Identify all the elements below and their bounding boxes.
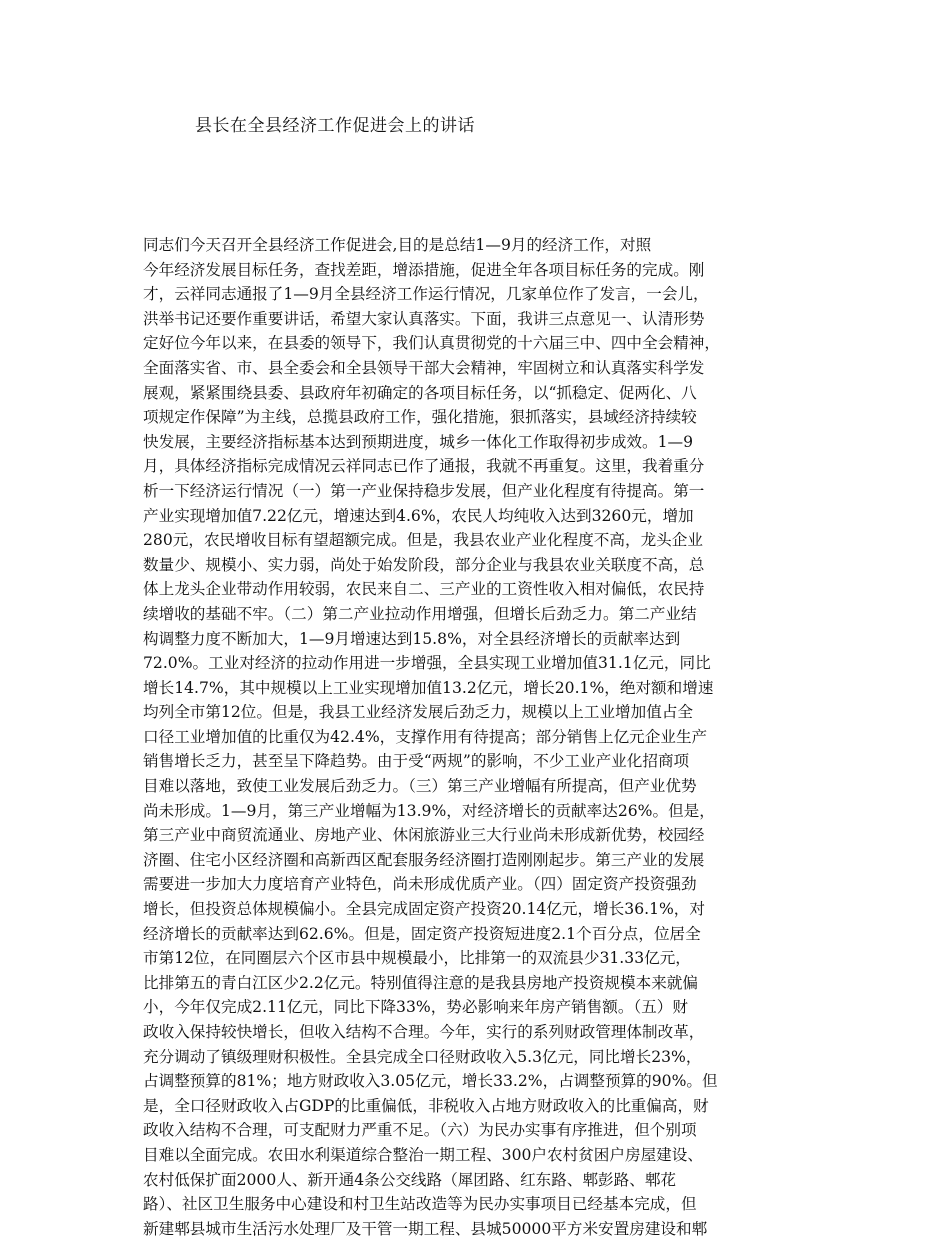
body-line: 需要进一步加大力度培育产业特色，尚未形成优质产业。（四）固定资产投资强劲: [143, 875, 697, 894]
body-line: 今年经济发展目标任务，查找差距，增添措施，促进全年各项目标任务的完成。刚: [143, 260, 705, 279]
body-line: 农村低保扩面2000人、新开通4条公交线路（犀团路、红东路、郫彭路、郫花: [143, 1170, 677, 1189]
body-line: 政收入结构不合理，可支配财力严重不足。（六）为民办实事有序推进，但个别项: [143, 1121, 697, 1140]
body-line: 目难以全面完成。农田水利渠道综合整治一期工程、300户农村贫困户房屋建设、: [143, 1145, 703, 1164]
body-line: 续增收的基础不牢。（二）第二产业拉动作用增强，但增长后劲乏力。第二产业结: [143, 604, 697, 623]
body-line: 增长14.7%，其中规模以上工业实现增加值13.2亿元，增长20.1%，绝对额和增速: [143, 678, 714, 697]
body-line: 数量少、规模小、实力弱，尚处于始发阶段，部分企业与我县农业关联度不高，总: [143, 555, 705, 574]
body-line: 全面落实省、市、县全委会和全县领导干部大会精神，牢固树立和认真落实科学发: [143, 358, 705, 377]
body-line: 新建郫县城市生活污水处理厂及干管一期工程、县城50000平方米安置房建设和郫: [143, 1219, 708, 1238]
body-line: 济圈、住宅小区经济圈和高新西区配套服务经济圈打造刚刚起步。第三产业的发展: [143, 850, 705, 869]
body-line: 是，全口径财政收入占GDP的比重偏低，非税收入占地方财政收入的比重偏高，财: [143, 1096, 709, 1115]
body-line: 洪举书记还要作重要讲话，希望大家认真落实。下面，我讲三点意见一、认清形势: [143, 309, 705, 328]
body-line: 充分调动了镇级理财积极性。全县完成全口径财政收入5.3亿元，同比增长23%，: [143, 1047, 702, 1066]
document-title: 县长在全县经济工作促进会上的讲话: [195, 116, 475, 136]
body-line: 同志们今天召开全县经济工作促进会,目的是总结1—9月的经济工作，对照: [143, 236, 652, 254]
body-line: 均列全市第12位。但是，我县工业经济发展后劲乏力，规模以上工业增加值占全: [143, 703, 694, 722]
body-line: 快发展，主要经济指标基本达到预期进度，城乡一体化工作取得初步成效。1—9: [143, 432, 694, 451]
body-line: 口径工业增加值的比重仅为42.4%，支撑作用有待提高；部分销售上亿元企业生产: [143, 727, 708, 746]
body-line: 占调整预算的81%；地方财政收入3.05亿元，增长33.2%，占调整预算的90%。但: [143, 1072, 718, 1091]
body-line: 定好位今年以来，在县委的领导下，我们认真贯彻党的十六届三中、四中全会精神，: [143, 334, 720, 353]
body-line: 第三产业中商贸流通业、房地产业、休闲旅游业三大行业尚未形成新优势，校园经: [143, 826, 705, 845]
body-line: 小，今年仅完成2.11亿元，同比下降33%，势必影响来年房产销售额。（五）财: [143, 998, 688, 1017]
body-line: 72.0%。工业对经济的拉动作用进一步增强，全县实现工业增加值31.1亿元，同比: [143, 654, 711, 673]
body-line: 比排第五的青白江区少2.2亿元。特别值得注意的是我县房地产投资规模本来就偏: [143, 973, 698, 992]
body-line: 析一下经济运行情况（一）第一产业保持稳步发展，但产业化程度有待提高。第一: [143, 481, 705, 500]
body-line: 构调整力度不断加大，1—9月增速达到15.8%，对全县经济增长的贡献率达到: [143, 629, 681, 648]
body-line: 市第12位，在同圈层六个区市县中规模最小，比排第一的双流县少31.33亿元，: [143, 949, 691, 968]
body-line: 销售增长乏力，甚至呈下降趋势。由于受“两规”的影响，不少工业产业化招商项: [143, 752, 690, 771]
body-line: 体上龙头企业带动作用较弱，农民来自二、三产业的工资性收入相对偏低，农民持: [143, 580, 705, 599]
body-line: 展观，紧紧围绕县委、县政府年初确定的各项目标任务，以“抓稳定、促两化、八: [143, 383, 697, 402]
body-line: 增长，但投资总体规模偏小。全县完成固定资产投资20.14亿元，增长36.1%，对: [143, 900, 705, 919]
body-line: 才，云祥同志通报了1—9月全县经济工作运行情况，几家单位作了发言，一会儿，: [143, 285, 709, 304]
body-line: 280元，农民增收目标有望超额完成。但是，我县农业产业化程度不高，龙头企业: [143, 531, 703, 550]
body-line: 产业实现增加值7.22亿元，增速达到4.6%，农民人均纯收入达到3260元，增加: [143, 506, 694, 525]
body-line: 尚未形成。1—9月，第三产业增幅为13.9%，对经济增长的贡献率达26%。但是，: [143, 801, 715, 820]
body-line: 路）、社区卫生服务中心建设和村卫生站改造等为民办实事项目已经基本完成，但: [143, 1195, 697, 1214]
body-line: 月，具体经济指标完成情况云祥同志已作了通报，我就不再重复。这里，我着重分: [143, 457, 705, 476]
body-line: 目难以落地，致使工业发展后劲乏力。（三）第三产业增幅有所提高，但产业优势: [143, 777, 697, 796]
body-line: 项规定作保障”为主线，总揽县政府工作，强化措施，狠抓落实，县域经济持续较: [143, 408, 697, 427]
document-body: [143, 233, 813, 1241]
body-line: 经济增长的贡献率达到62.6%。但是，固定资产投资短进度2.1个百分点，位居全: [143, 924, 701, 943]
body-line: 政收入保持较快增长，但收入结构不合理。今年，实行的系列财政管理体制改革，: [143, 1023, 705, 1041]
